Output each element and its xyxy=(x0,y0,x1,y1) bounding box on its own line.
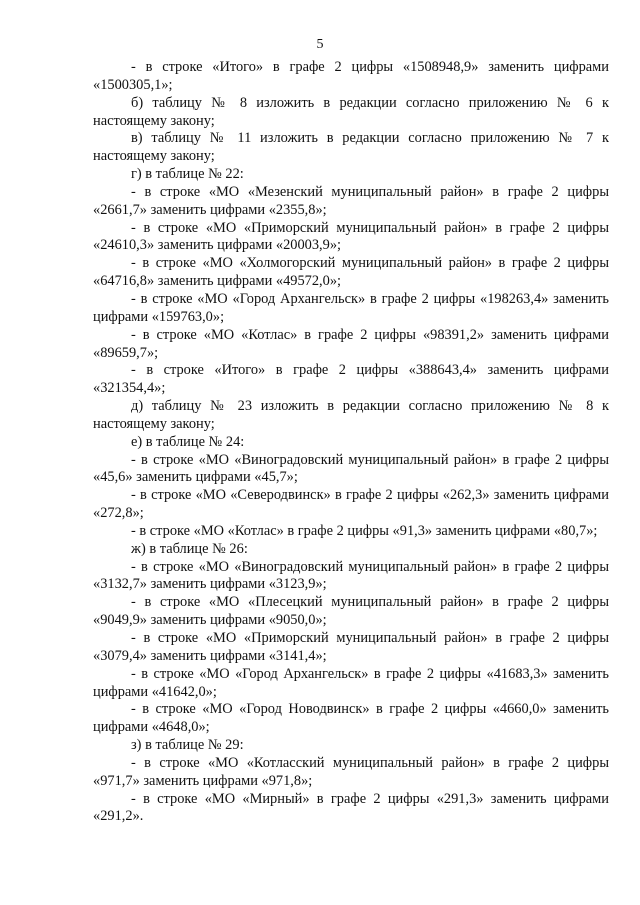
paragraph: б) таблицу № 8 изложить в редакции согласно приложению № 6 к настоящему закону; xyxy=(93,94,609,129)
paragraph: г) в таблице № 22: xyxy=(131,166,244,183)
paragraph: - в строке «МО «Котлас» в графе 2 цифры «98391,2» заменить цифрами «89659,7»; xyxy=(93,326,609,361)
paragraph: - в строке «МО «Виноградовский муниципальный район» в графе 2 цифры «3132,7» заменить цифрами «3123,9»; xyxy=(93,558,609,593)
paragraph: в) таблицу № 11 изложить в редакции согласно приложению № 7 к настоящему закону; xyxy=(93,130,609,165)
paragraph: ж) в таблице № 26: xyxy=(131,540,248,557)
page-number: 5 xyxy=(316,37,324,52)
paragraph: - в строке «МО «Плесецкий муниципальный район» в графе 2 цифры «9049,9» заменить цифрами «9050,0»; xyxy=(93,594,609,629)
paragraph: е) в таблице № 24: xyxy=(131,433,245,450)
paragraph: - в строке «Итого» в графе 2 цифры «388643,4» заменить цифрами «321354,4»; xyxy=(93,362,609,397)
paragraph: д) таблицу № 23 изложить в редакции согласно приложению № 8 к настоящему закону; xyxy=(93,398,609,432)
paragraph: - в строке «МО «Приморский муниципальный район» в графе 2 цифры «3079,4» заменить цифрами «3141,4»; xyxy=(93,630,609,664)
paragraph: - в строке «МО «Город Архангельск» в графе 2 цифры «198263,4» заменить цифрами «159763,0»; xyxy=(93,290,609,325)
paragraph: - в строке «МО «Виноградовский муниципальный район» в графе 2 цифры «45,6» заменить цифрами «45,7»; xyxy=(93,451,609,486)
paragraph: - в строке «МО «Город Новодвинск» в графе 2 цифры «4660,0» заменить цифрами «4648,0»; xyxy=(93,701,609,736)
paragraph: - в строке «МО «Северодвинск» в графе 2 цифры «262,3» заменить цифрами «272,8»; xyxy=(93,487,609,522)
paragraph: - в строке «МО «Город Архангельск» в графе 2 цифры «41683,3» заменить цифрами «41642,0»; xyxy=(93,665,609,700)
paragraph: - в строке «МО «Котлас» в графе 2 цифры «91,3» заменить цифрами «80,7»; xyxy=(131,522,598,539)
paragraph: з) в таблице № 29: xyxy=(131,737,244,754)
paragraph: - в строке «МО «Котласский муниципальный район» в графе 2 цифры «971,7» заменить цифрами «971,8»; xyxy=(93,754,609,789)
paragraph: - в строке «МО «Мирный» в графе 2 цифры «291,3» заменить цифрами «291,2». xyxy=(93,790,609,825)
paragraph: - в строке «МО «Мезенский муниципальный район» в графе 2 цифры «2661,7» заменить цифрами «2355,8»; xyxy=(93,183,609,218)
paragraph: - в строке «МО «Холмогорский муниципальный район» в графе 2 цифры «64716,8» заменить цифрами «49572,0»; xyxy=(93,255,609,290)
document-body xyxy=(93,59,609,826)
paragraph: - в строке «Итого» в графе 2 цифры «1508948,9» заменить цифрами «1500305,1»; xyxy=(93,59,609,93)
paragraph: - в строке «МО «Приморский муниципальный район» в графе 2 цифры «24610,3» заменить цифрами «20003,9»; xyxy=(93,219,609,254)
